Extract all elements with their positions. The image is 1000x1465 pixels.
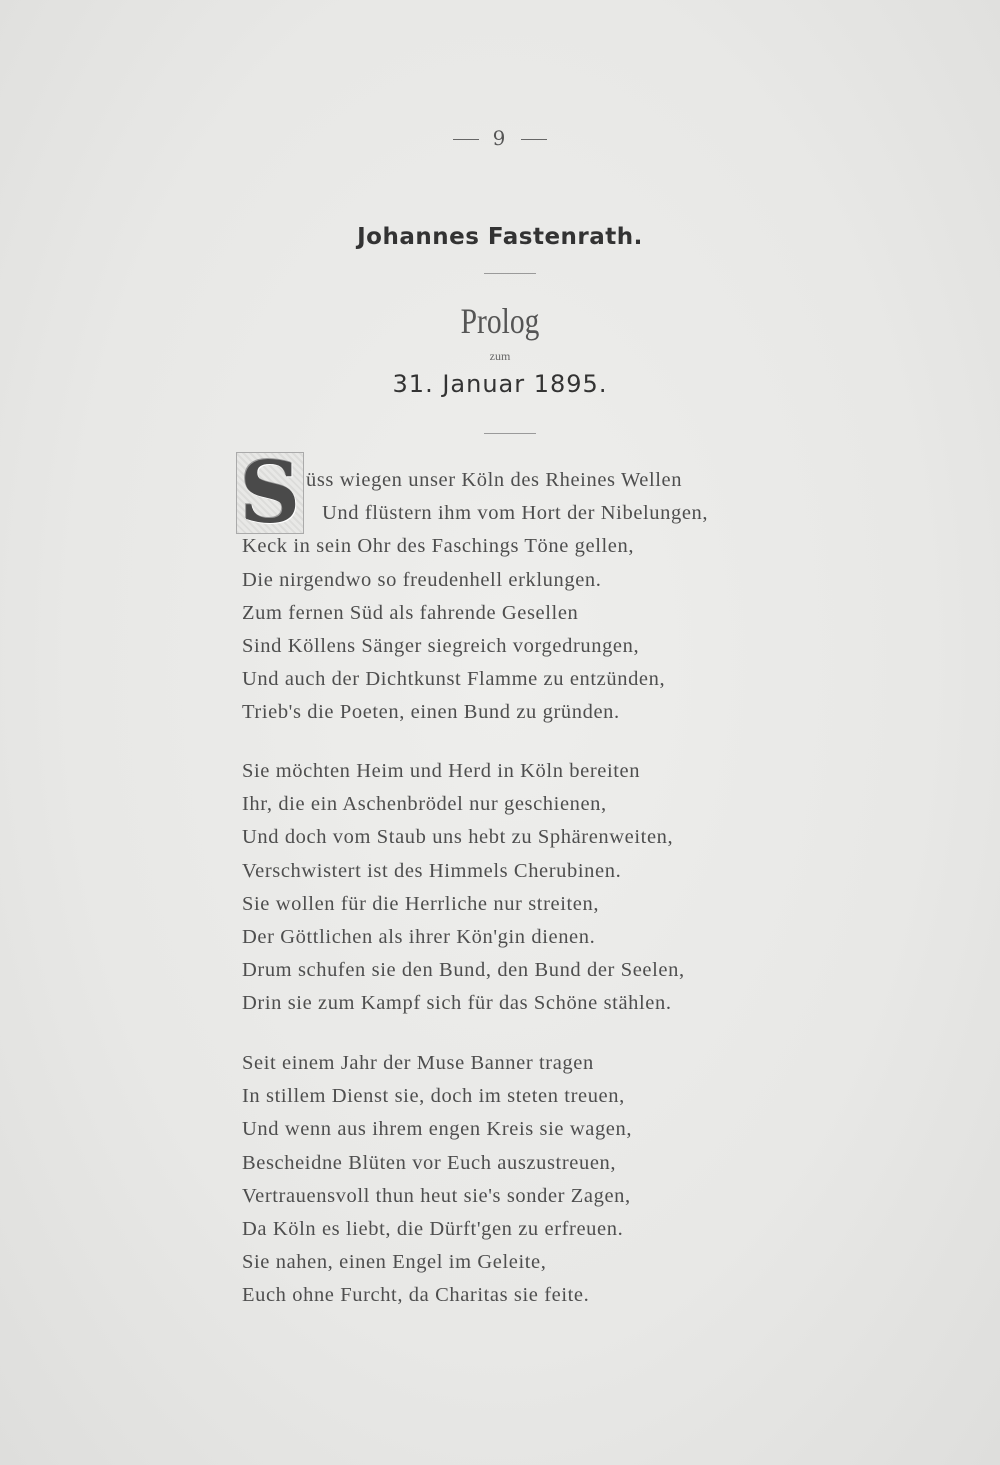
poem-line: Verschwistert ist des Himmels Cherubinen. <box>242 859 622 882</box>
poem-line: Und doch vom Staub uns hebt zu Sphärenweiten, <box>242 826 674 849</box>
poem-line: Der Göttlichen als ihrer Kön'gin dienen. <box>242 926 596 948</box>
decorated-initial <box>236 443 304 542</box>
left-ornament-dash <box>453 139 479 140</box>
poem-line: Bescheidne Blüten vor Euch auszustreuen, <box>242 1151 617 1174</box>
poem-line: Drum schufen sie den Bund, den Bund der Seelen, <box>242 959 685 982</box>
right-ornament-dash <box>521 139 547 140</box>
poem-line: In stillem Dienst sie, doch im steten treuen, <box>242 1085 625 1108</box>
poem-line: Die nirgendwo so freudenhell erklungen. <box>242 568 602 591</box>
poem-line: Trieb's die Poeten, einen Bund zu gründen. <box>242 701 620 724</box>
poem-line: Zum fernen Süd als fahrende Gesellen <box>242 601 579 624</box>
poem-line: Drin sie zum Kampf sich für das Schöne stählen. <box>242 992 672 1015</box>
poem-line: Ihr, die ein Aschenbrödel nur geschienen, <box>242 793 607 816</box>
poem-line: üss wiegen unser Köln des Rheines Wellen <box>306 469 683 491</box>
poem-line: Sie wollen für die Herrliche nur streiten, <box>242 892 600 915</box>
poem-date: 31. Januar 1895. <box>392 370 608 398</box>
page-number-header <box>0 126 1000 150</box>
poem-line: Keck in sein Ohr des Faschings Töne gellen, <box>242 535 635 558</box>
initial-letter: S <box>239 443 301 542</box>
poem-line: Da Köln es liebt, die Dürft'gen zu erfreuen. <box>242 1218 624 1240</box>
author-name: Johannes Fastenrath. <box>357 224 643 250</box>
page-number: 9 <box>492 126 508 150</box>
poem-title: Prolog <box>460 301 540 341</box>
poem-line: Und auch der Dichtkunst Flamme zu entzünden, <box>242 668 666 691</box>
divider-rule-top <box>484 273 536 274</box>
poem-line: Seit einem Jahr der Muse Banner tragen <box>242 1052 594 1074</box>
poem-line: Sind Köllens Sänger siegreich vorgedrungen, <box>242 635 640 657</box>
poem-line: Und wenn aus ihrem engen Kreis sie wagen, <box>242 1118 633 1141</box>
poem-line: Vertrauensvoll thun heut sie's sonder Zagen, <box>242 1184 631 1207</box>
poem-line: Und flüstern ihm vom Hort der Nibelungen, <box>322 502 709 525</box>
title-connector: zum <box>489 349 511 363</box>
poem-line: Sie nahen, einen Engel im Geleite, <box>242 1251 547 1274</box>
divider-rule-bottom <box>484 433 536 434</box>
poem-line: Euch ohne Furcht, da Charitas sie feite. <box>242 1284 590 1307</box>
poem-line: Sie möchten Heim und Herd in Köln bereiten <box>242 760 641 782</box>
